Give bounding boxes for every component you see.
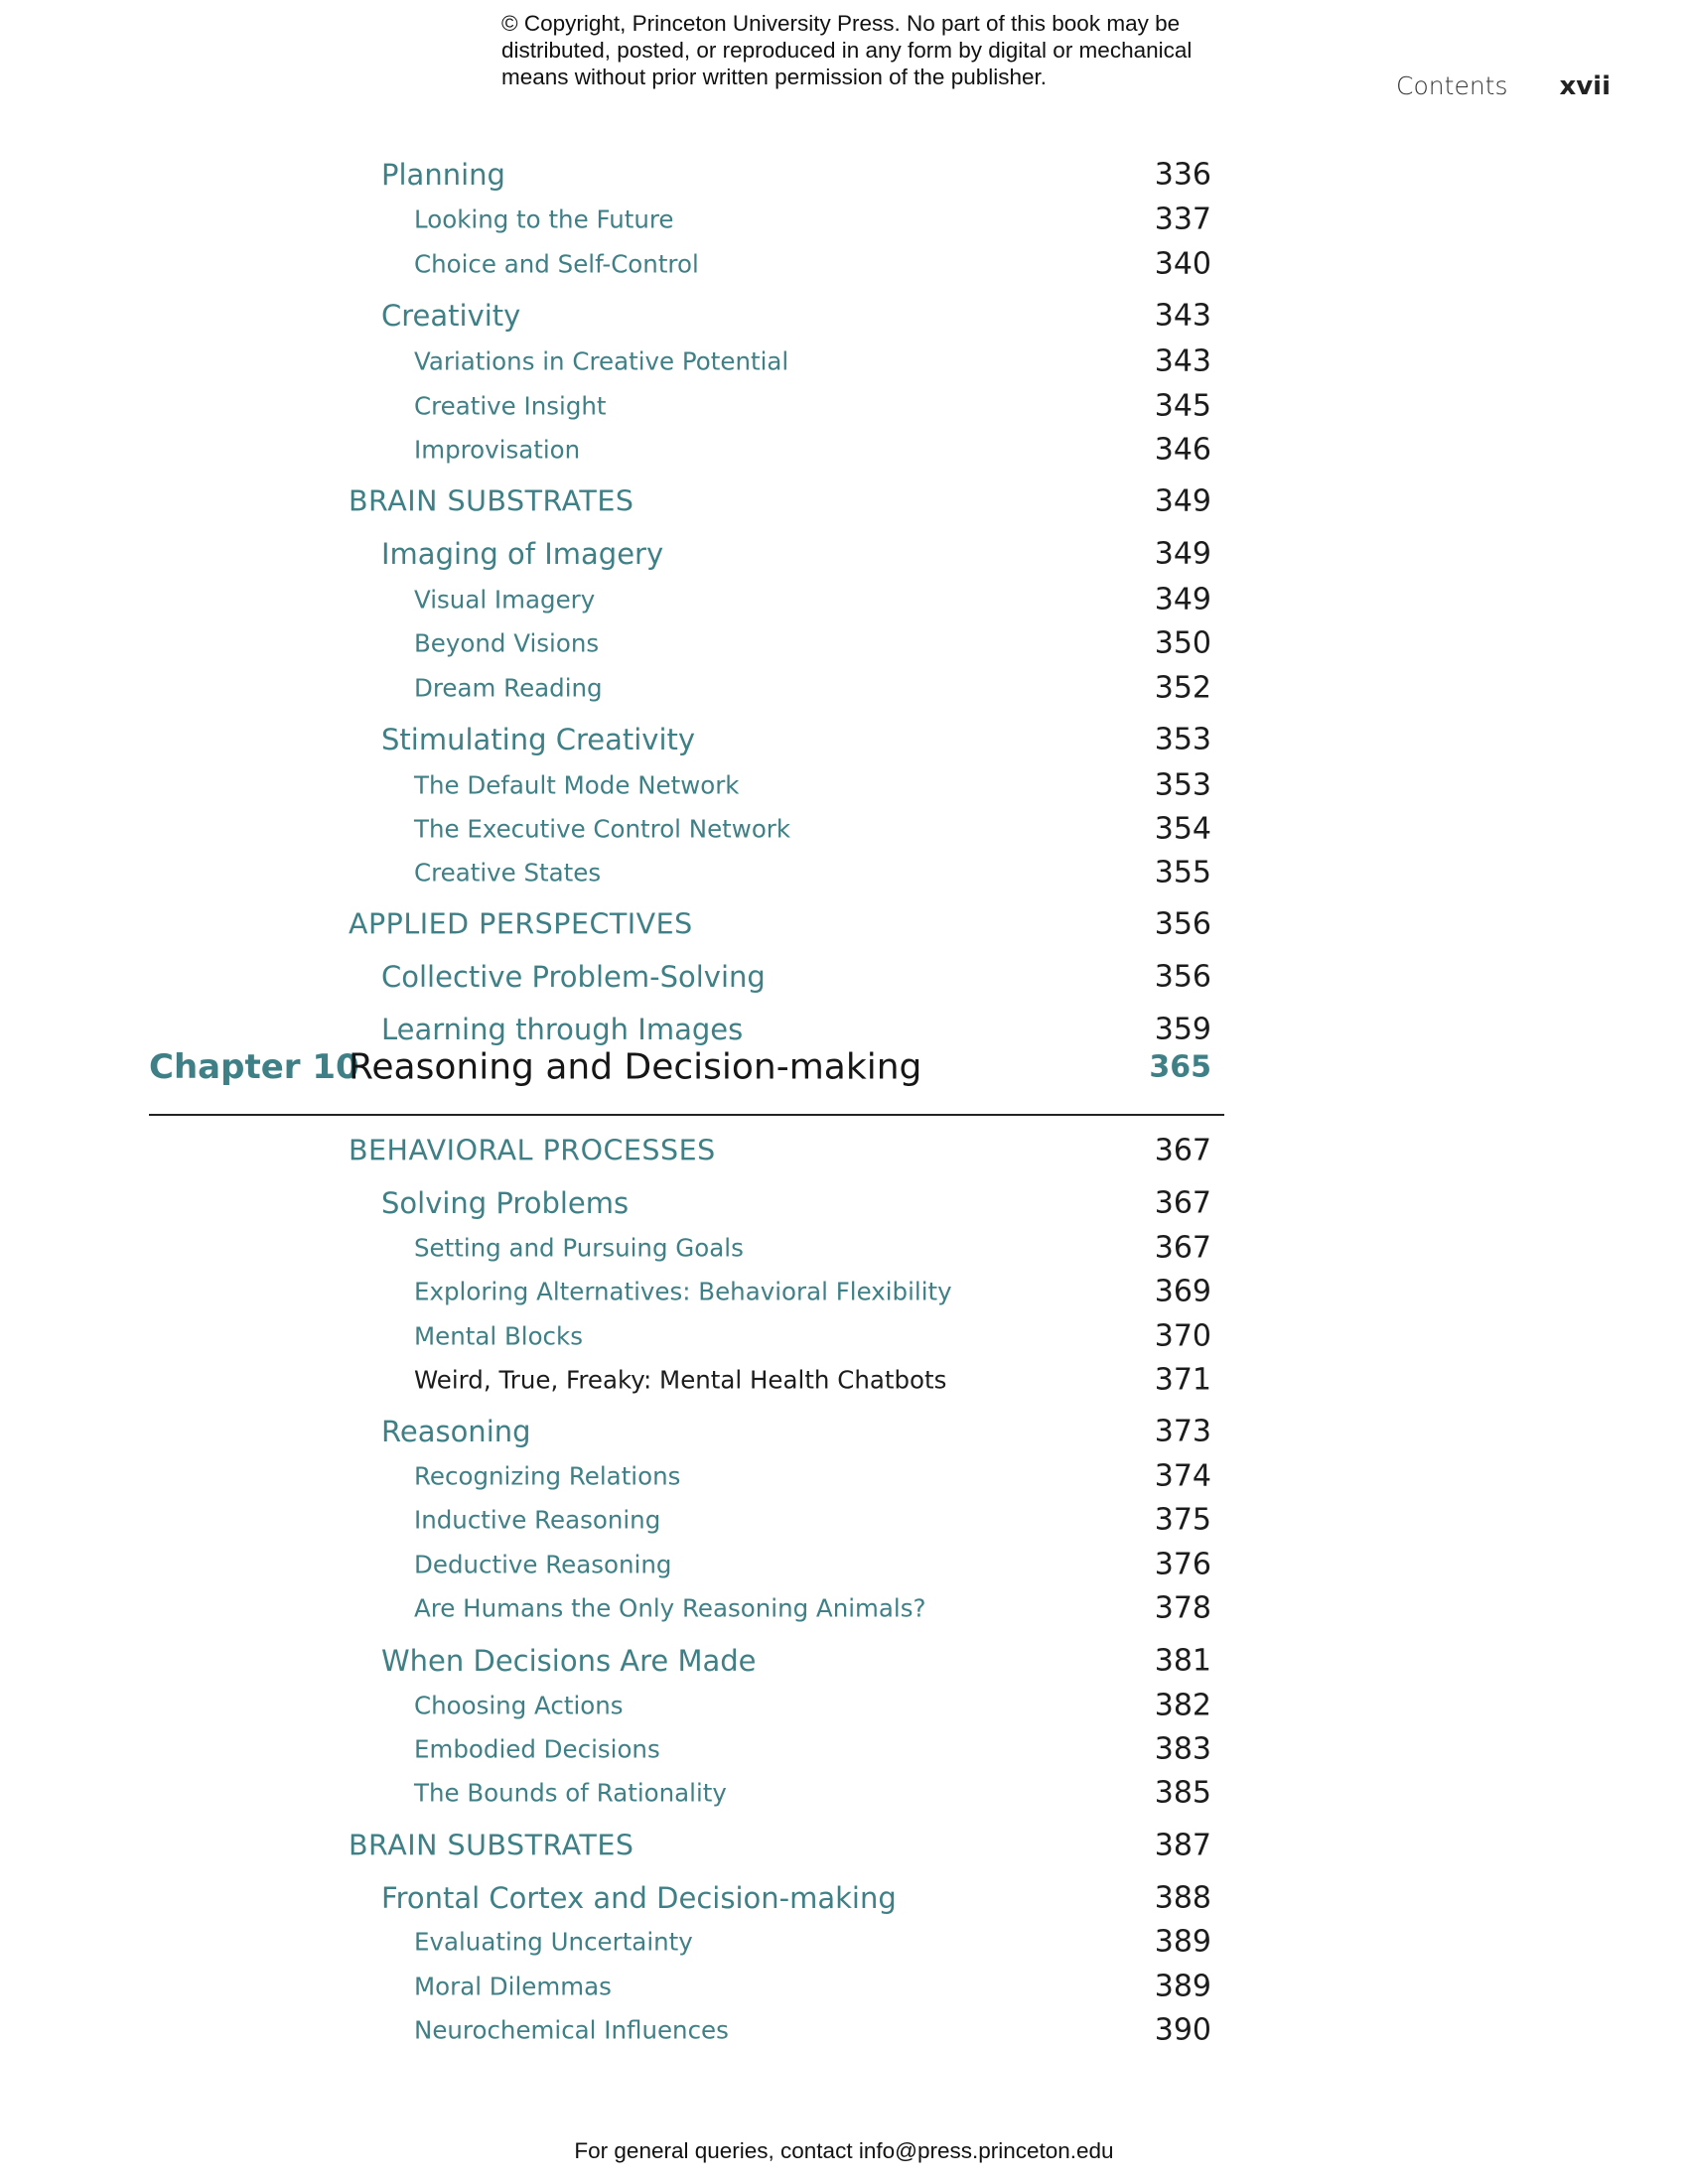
toc-entry-title: Neurochemical Influences — [414, 2015, 729, 2045]
toc-entry-page-number: 389 — [1154, 1924, 1211, 1960]
toc-entry-page-number: 373 — [1154, 1414, 1211, 1449]
toc-entry-page-number: 369 — [1154, 1274, 1211, 1309]
toc-entry-title: Frontal Cortex and Decision-making — [381, 1881, 897, 1915]
toc-entry-page-number: 356 — [1154, 906, 1211, 942]
toc-entry-page-number: 337 — [1154, 202, 1211, 237]
toc-entry-page-number: 343 — [1154, 343, 1211, 379]
toc-entry-page-number: 375 — [1154, 1502, 1211, 1538]
toc-entry-title: Reasoning — [381, 1415, 531, 1448]
toc-entry-page-number: 353 — [1154, 722, 1211, 757]
toc-entry-page-number: 367 — [1154, 1185, 1211, 1221]
toc-entry-title: Planning — [381, 158, 505, 192]
toc-entry-page-number: 383 — [1154, 1731, 1211, 1767]
chapter-divider-rule — [149, 1114, 1224, 1116]
toc-entry-page-number: 381 — [1154, 1643, 1211, 1679]
copyright-line: © Copyright, Princeton University Press. No part of this book may be — [501, 11, 1181, 36]
toc-entry-page-number: 387 — [1154, 1828, 1211, 1863]
toc-entry-page-number: 346 — [1154, 432, 1211, 468]
toc-entry-title: Are Humans the Only Reasoning Animals? — [414, 1593, 926, 1623]
toc-entry-page-number: 352 — [1154, 670, 1211, 706]
toc-entry-title: Setting and Pursuing Goals — [414, 1233, 744, 1263]
toc-entry-page-number: 370 — [1154, 1318, 1211, 1354]
toc-entry-page-number: 367 — [1154, 1133, 1211, 1168]
toc-entry-title: The Executive Control Network — [414, 814, 791, 844]
toc-entry-title: Variations in Creative Potential — [414, 346, 789, 376]
toc-entry-title: Improvisation — [414, 435, 581, 465]
toc-entry-title: Recognizing Relations — [414, 1461, 681, 1491]
toc-entry-page-number: 349 — [1154, 582, 1211, 617]
toc-entry-title: APPLIED PERSPECTIVES — [349, 907, 693, 941]
toc-entry-title: Moral Dilemmas — [414, 1972, 612, 2001]
toc-entry-title: Choosing Actions — [414, 1691, 624, 1720]
toc-entry-page-number: 349 — [1154, 483, 1211, 519]
toc-entry-page-number: 355 — [1154, 855, 1211, 890]
toc-entry-page-number: 390 — [1154, 2012, 1211, 2048]
toc-entry-page-number: 378 — [1154, 1590, 1211, 1626]
toc-entry-title: BEHAVIORAL PROCESSES — [349, 1134, 716, 1167]
toc-entry-page-number: 376 — [1154, 1547, 1211, 1582]
toc-entry-title: Exploring Alternatives: Behavioral Flexibility — [414, 1277, 952, 1306]
toc-entry-page-number: 371 — [1154, 1362, 1211, 1398]
toc-entry-title: Collective Problem-Solving — [381, 960, 766, 994]
chapter-label: Chapter 10 — [149, 1047, 359, 1087]
chapter-title: Reasoning and Decision-making — [349, 1046, 922, 1088]
toc-entry-title: Inductive Reasoning — [414, 1505, 661, 1535]
toc-entry-page-number: 382 — [1154, 1688, 1211, 1723]
toc-entry-title: Weird, True, Freaky: Mental Health Chatbots — [414, 1365, 947, 1395]
toc-entry-title: The Bounds of Rationality — [414, 1778, 727, 1808]
toc-entry-title: When Decisions Are Made — [381, 1644, 757, 1678]
toc-entry-page-number: 374 — [1154, 1458, 1211, 1494]
toc-entry-title: Deductive Reasoning — [414, 1550, 672, 1579]
toc-entry-title: Beyond Visions — [414, 628, 600, 658]
toc-entry-page-number: 385 — [1154, 1775, 1211, 1811]
toc-entry-title: Stimulating Creativity — [381, 723, 696, 756]
toc-entry-page-number: 345 — [1154, 388, 1211, 424]
toc-entry-title: BRAIN SUBSTRATES — [349, 484, 634, 518]
toc-entry-page-number: 388 — [1154, 1880, 1211, 1916]
toc-entry-page-number: 343 — [1154, 298, 1211, 334]
toc-entry-page-number: 359 — [1154, 1012, 1211, 1047]
toc-entry-page-number: 354 — [1154, 811, 1211, 847]
toc-entry-page-number: 367 — [1154, 1230, 1211, 1266]
toc-entry-title: Creative Insight — [414, 391, 607, 421]
running-head-title: Contents — [1396, 71, 1508, 100]
toc-entry-title: Mental Blocks — [414, 1321, 583, 1351]
toc-entry-title: Creative States — [414, 858, 602, 887]
toc-entry-title: Imaging of Imagery — [381, 537, 664, 571]
toc-entry-title: Embodied Decisions — [414, 1734, 660, 1764]
toc-entry-title: Looking to the Future — [414, 205, 674, 234]
toc-entry-title: Visual Imagery — [414, 585, 596, 614]
toc-entry-page-number: 340 — [1154, 246, 1211, 282]
toc-entry-title: BRAIN SUBSTRATES — [349, 1829, 634, 1862]
toc-entry-title: Solving Problems — [381, 1186, 630, 1220]
toc-entry-page-number: 350 — [1154, 625, 1211, 661]
toc-entry-title: Choice and Self-Control — [414, 249, 699, 279]
toc-entry-title: Evaluating Uncertainty — [414, 1927, 693, 1957]
toc-entry-page-number: 353 — [1154, 767, 1211, 803]
toc-entry-page-number: 356 — [1154, 959, 1211, 995]
toc-entry-title: Learning through Images — [381, 1013, 744, 1046]
toc-entry-page-number: 389 — [1154, 1969, 1211, 2004]
toc-entry-page-number: 349 — [1154, 536, 1211, 572]
chapter-page-number: 365 — [1149, 1049, 1211, 1085]
running-head-page-number: xvii — [1559, 71, 1611, 101]
toc-entry-title: Creativity — [381, 299, 521, 333]
toc-entry-page-number: 336 — [1154, 157, 1211, 193]
toc-entry-title: The Default Mode Network — [414, 770, 740, 800]
copyright-line: means without prior written permission of the publisher. — [501, 65, 1048, 89]
copyright-line: distributed, posted, or reproduced in any form by digital or mechanical — [501, 38, 1193, 63]
footer-contact: For general queries, contact info@press.princeton.edu — [574, 2138, 1114, 2163]
toc-entry-title: Dream Reading — [414, 673, 603, 703]
